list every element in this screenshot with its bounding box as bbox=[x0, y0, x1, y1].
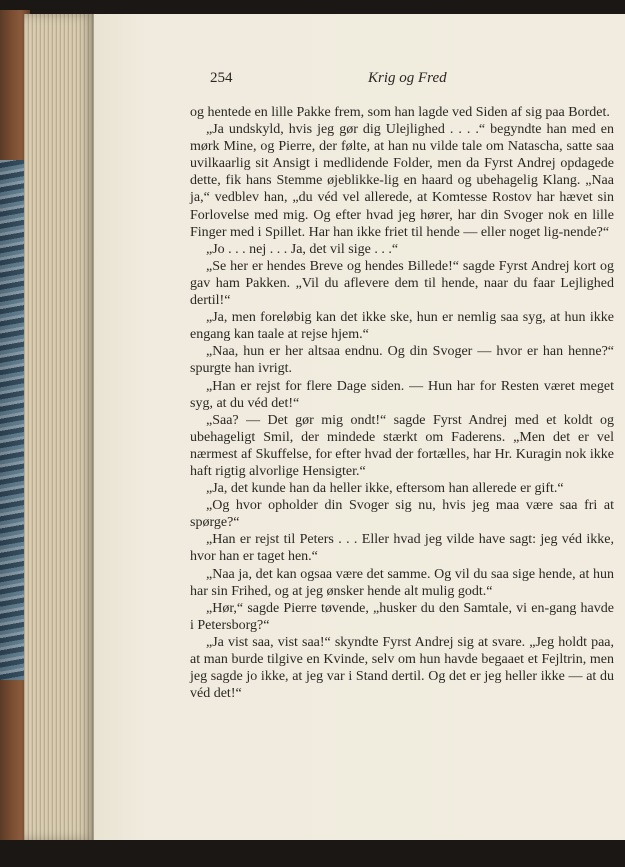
page-header bbox=[210, 70, 615, 92]
page-number: 254 bbox=[210, 70, 233, 86]
paragraph: „Se her er hendes Breve og hendes Billede!“ sagde Fyrst Andrej kort og gav ham Pakken. „Vil du aflevere dem til hende, naar du faar Lejlighed dertil!“ bbox=[190, 258, 614, 309]
paragraph: og hentede en lille Pakke frem, som han lagde ved Siden af sig paa Bordet. bbox=[190, 105, 610, 120]
paragraph: „Ja, det kunde han da heller ikke, eftersom han allerede er gift.“ bbox=[206, 481, 564, 497]
paragraph: „Naa ja, det kan ogsaa være det samme. Og vil du saa sige hende, at hun har sin Frihed, og at jeg ønsker hende alt mulig godt.“ bbox=[190, 566, 614, 599]
paragraph: „Jo . . . nej . . . Ja, det vil sige . . .“ bbox=[206, 241, 399, 257]
paragraph: „Ja, men foreløbig kan det ikke ske, hun er nemlig saa syg, at hun ikke engang kan taale at rejse hjem.“ bbox=[190, 310, 614, 343]
paragraph: „Og hvor opholder din Svoger sig nu, hvis jeg maa være saa fri at spørge?“ bbox=[190, 498, 614, 531]
paragraph: „Ja vist saa, vist saa!“ skyndte Fyrst Andrej sig at svare. „Jeg holdt paa, at man burde tilgive en Kvinde, selv om hun havde begaaet et Fejltrin, men jeg sagde jo ikke, at jeg var i Stand dertil. Og det er jeg heller ikke — at du véd det!“ bbox=[190, 634, 614, 702]
paragraph: „Han er rejst til Peters . . . Eller hvad jeg vilde have sagt: jeg véd ikke, hvor han er taget hen.“ bbox=[190, 532, 614, 565]
paragraph: „Saa? — Det gør mig ondt!“ sagde Fyrst Andrej med et koldt og ubehageligt Smil, der mindede stærkt om Faderens. „Men det er vel nærmest af Skuffelse, for efter hvad der fortælles, har Hr. Kuragin nok ikke haft rigtig alvorlige Hensigter.“ bbox=[190, 412, 614, 479]
paragraph: „Ja undskyld, hvis jeg gør dig Ulejlighed . . . .“ begyndte han med en mørk Mine, og Pierre, der følte, at han nu vilde tale om Natascha, satte saa uvilkaarlig sit Ansigt i medlidende Folder, men da Fyrst Andrej opdagede dette, fik hans Stemme øjeblikke-lig en haard og ubehagelig Klang. „Naa ja,“ vedblev han, „du véd vel allerede, at Komtesse Rostov har hævet sin Forlovelse med mig. Og efter hvad jeg hører, har din Svoger nok en lille Finger med i Spillet. Har han ikke friet til hende — eller noget lig-nende?“ bbox=[190, 122, 614, 240]
body-text bbox=[190, 104, 614, 702]
running-head: Krig og Fred bbox=[368, 70, 447, 86]
paragraph: „Hør,“ sagde Pierre tøvende, „husker du den Samtale, vi en-gang havde i Petersborg?“ bbox=[190, 600, 614, 633]
paragraph: „Han er rejst for flere Dage siden. — Hun har for Resten været meget syg, at du véd det!“ bbox=[190, 378, 614, 411]
page-block-edges bbox=[24, 14, 94, 840]
paragraph: „Naa, hun er her altsaa endnu. Og din Svoger — hvor er han henne?“ spurgte han ivrigt. bbox=[190, 344, 614, 377]
marbled-endpaper bbox=[0, 160, 24, 680]
